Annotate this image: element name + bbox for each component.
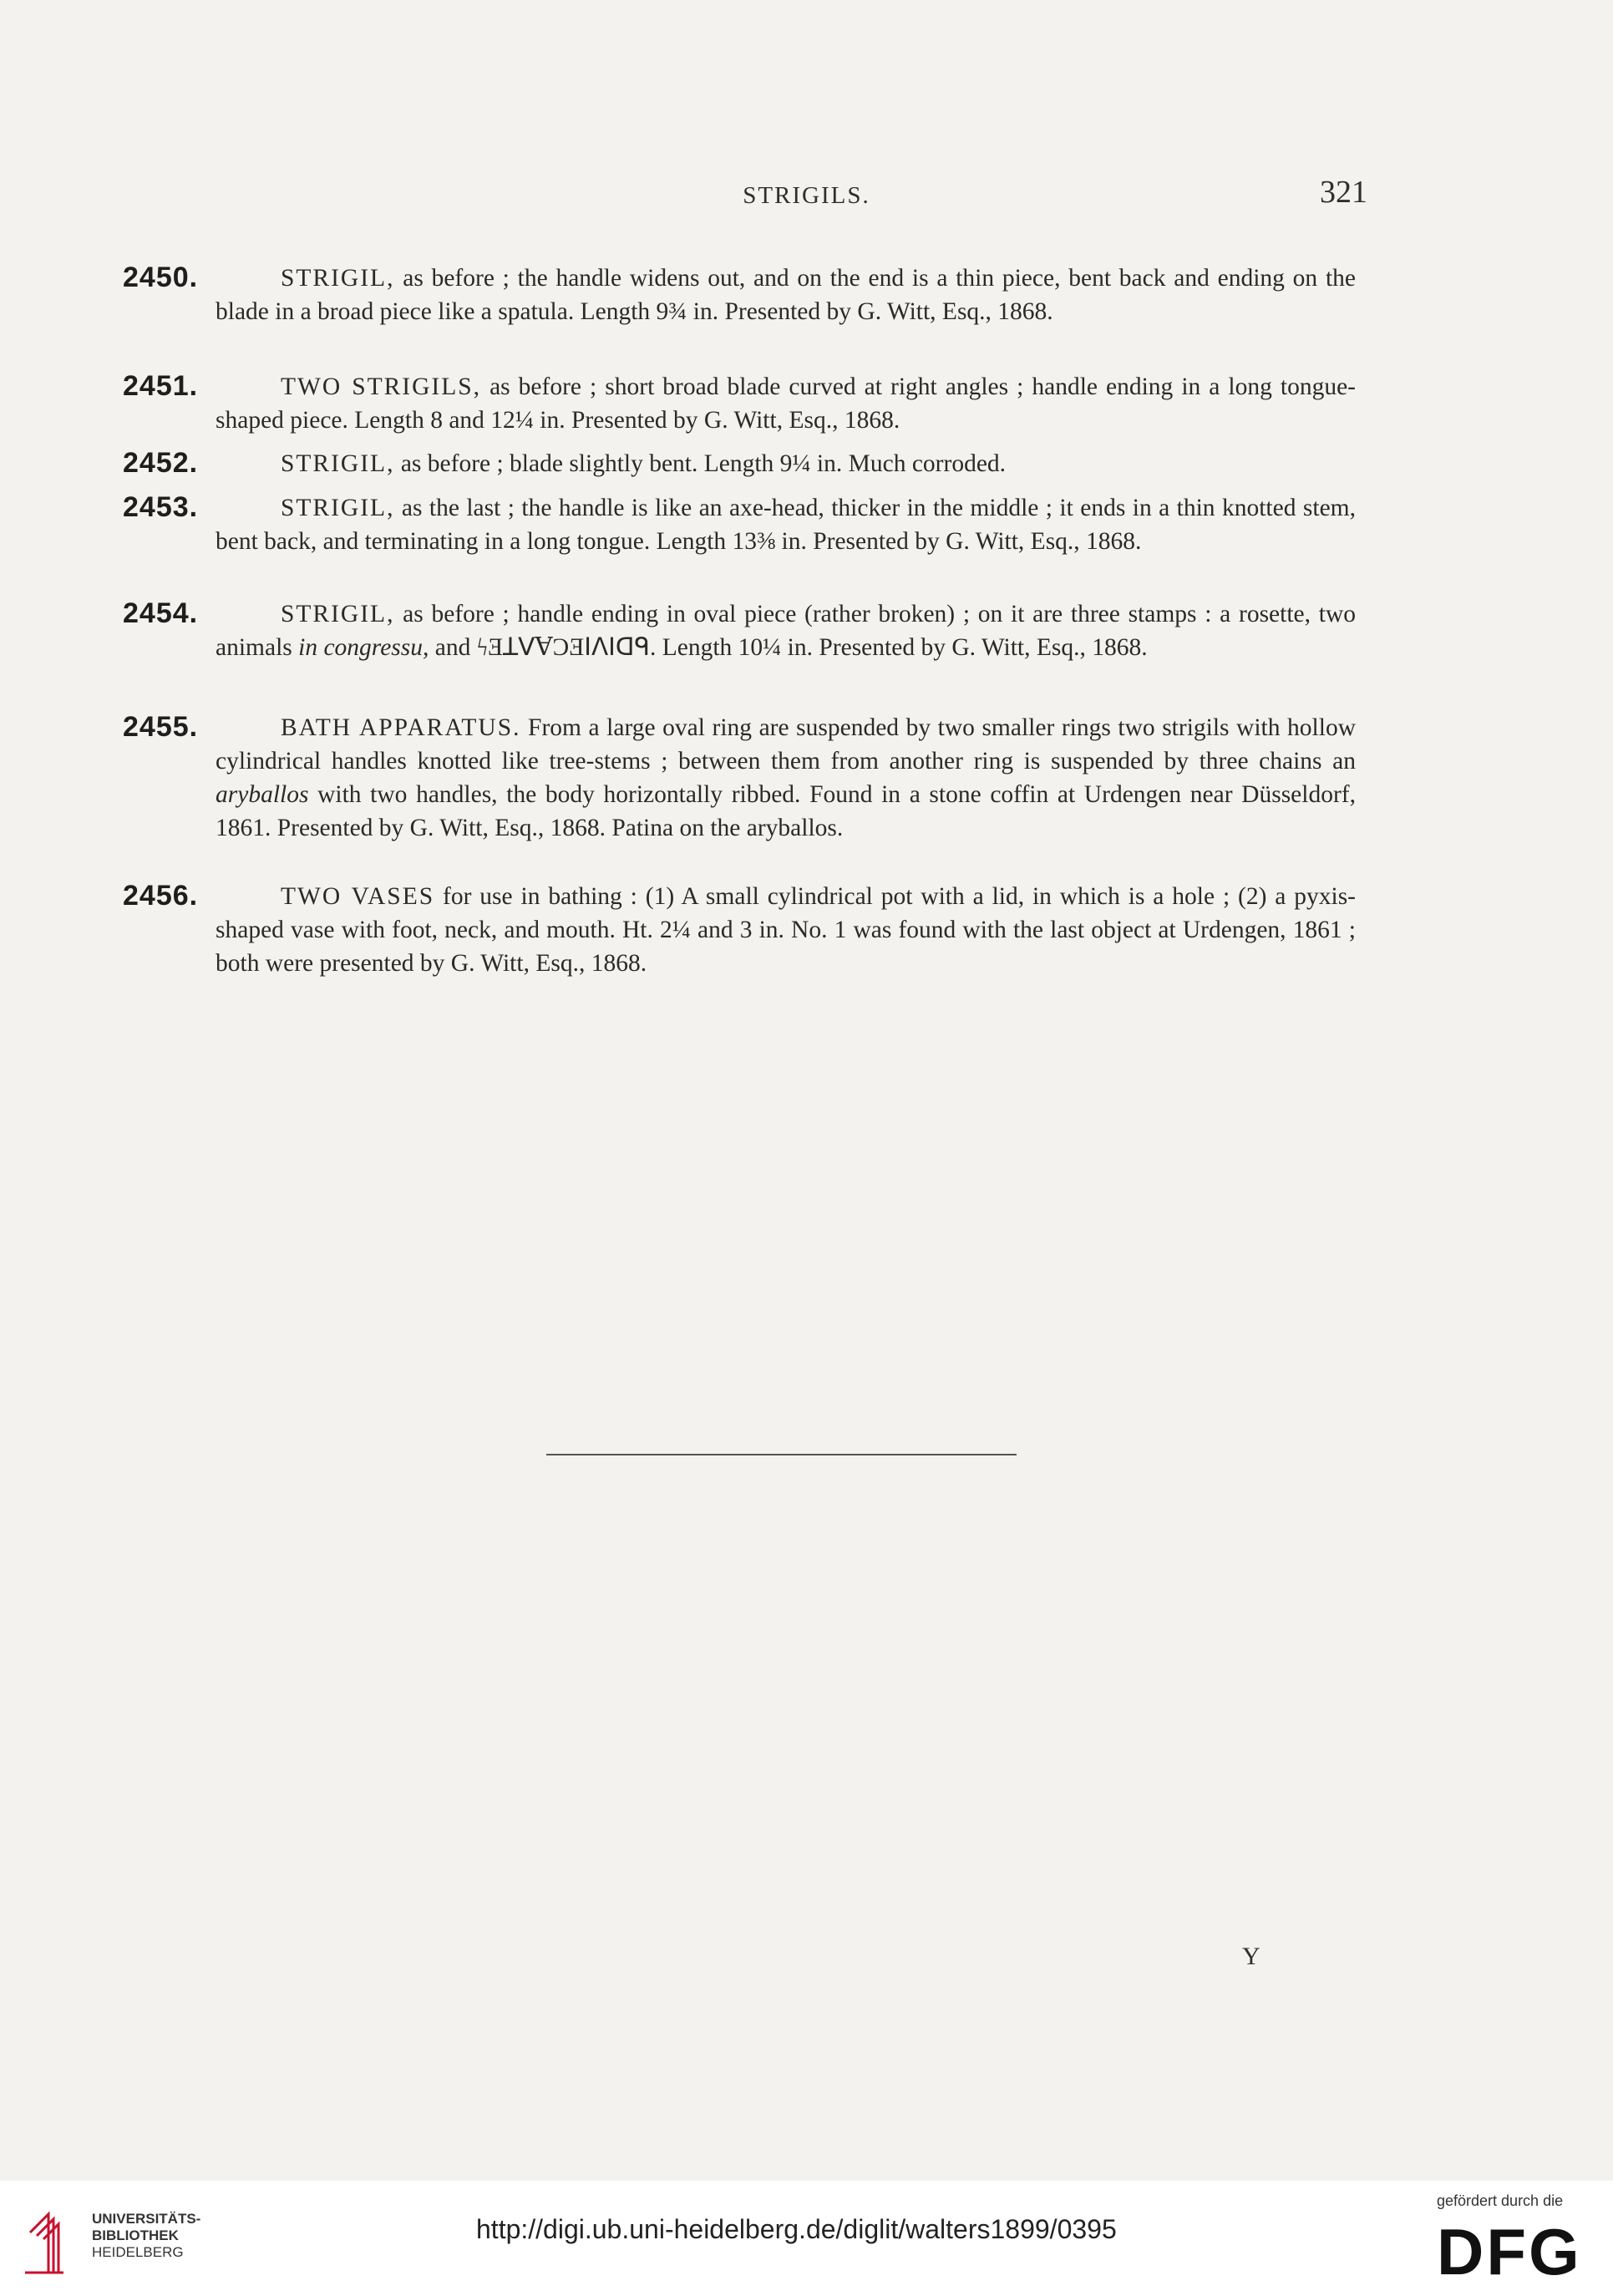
section-rule [546,1454,1017,1455]
entry-text [216,370,1356,437]
page-number: 321 [1320,175,1367,210]
entry-text [216,597,1356,664]
library-logo-icon [23,2199,82,2276]
funder-label: gefördert durch die [1437,2192,1564,2209]
entry-title: TWO STRIGILS, [281,373,482,400]
library-name [92,2211,200,2261]
entry-text [216,880,1356,980]
running-title: STRIGILS. [743,182,870,209]
entry-text [216,491,1356,558]
entry-title: STRIGIL, [281,450,395,477]
entry-title: STRIGIL, [281,601,395,627]
entry-text [216,711,1356,845]
entry-description: for use in bathing : (1) A small cylindrical pot with a lid, in which is a hole ; (2) a pyxis-shaped vase with foot, neck, and mouth. Ht. 2¼ and 3 in. No. 1 was found with the last object at Urdengen, 1861 ; both were presented by G. Witt, Esq., 1868. [216,883,1356,977]
entry-description: as before ; handle ending in oval piece (rather broken) ; on it are three stamps : a rosette, two animals [216,601,1356,661]
italic-phrase: in congressu, [298,634,429,661]
entry-description: as before ; the handle widens out, and on the end is a thin piece, bent back and ending on the blade in a broad piece like a spatula. Length 9¾ in. Presented by G. Witt, Esq., 1868. [216,265,1356,325]
entry-title: STRIGIL, [281,495,395,521]
entry-number: 2455. [123,711,199,743]
entry-description: as before ; blade slightly bent. Length 9¼ in. Much corroded. [394,450,1007,477]
entry-title: STRIGIL, [281,265,395,292]
entry-number: 2453. [123,491,199,523]
digitization-footer [0,2181,1613,2296]
library-name-line: HEIDELBERG [92,2244,184,2260]
entry-description: as the last ; the handle is like an axe-head, thicker in the middle ; it ends in a thin knotted stem, bent back, and terminating in a long tongue. Length 13⅜ in. Presented by G. Witt, Esq., 1868. [216,495,1356,555]
entry-number: 2456. [123,880,199,912]
entry-number: 2454. [123,597,199,629]
entry-title: TWO VASES [281,883,435,910]
entry-description: From a large oval ring are suspended by two smaller rings two strigils with hollow cylindrical handles knotted like tree-stems ; between them from another ring is suspended by three chains an [216,714,1357,775]
library-name-line: BIBLIOTHEK [92,2227,179,2243]
entry-number: 2452. [123,447,199,479]
dfg-logo: DFG [1437,2215,1582,2288]
entry-description-continued: and ϟƎꓕꓦⱯƆƎꓲꓥꓲꓷᑫ. Length 10¼ in. Presented by G. Witt, Esq., 1868. [429,634,1148,661]
entry-text [216,447,1356,480]
entry-text [216,262,1356,328]
library-name-line: UNIVERSITÄTS- [92,2211,201,2227]
entry-number: 2451. [123,370,199,402]
italic-phrase: aryballos [216,781,309,808]
signature-mark: Y [1242,1943,1260,1970]
entry-description-continued: with two handles, the body horizontally ribbed. Found in a stone coffin at Urdengen near Düsseldorf, 1861. Presented by G. Witt, Esq., 1868. Patina on the aryballos. [216,781,1356,841]
entry-number: 2450. [123,262,199,293]
permalink-url[interactable]: http://digi.ub.uni-heidelberg.de/diglit/walters1899/0395 [476,2214,1117,2244]
entry-title: BATH APPARATUS. [281,714,521,741]
entry-description: as before ; short broad blade curved at right angles ; handle ending in a long tongue-shaped piece. Length 8 and 12¼ in. Presented by G. Witt, Esq., 1868. [216,373,1356,434]
